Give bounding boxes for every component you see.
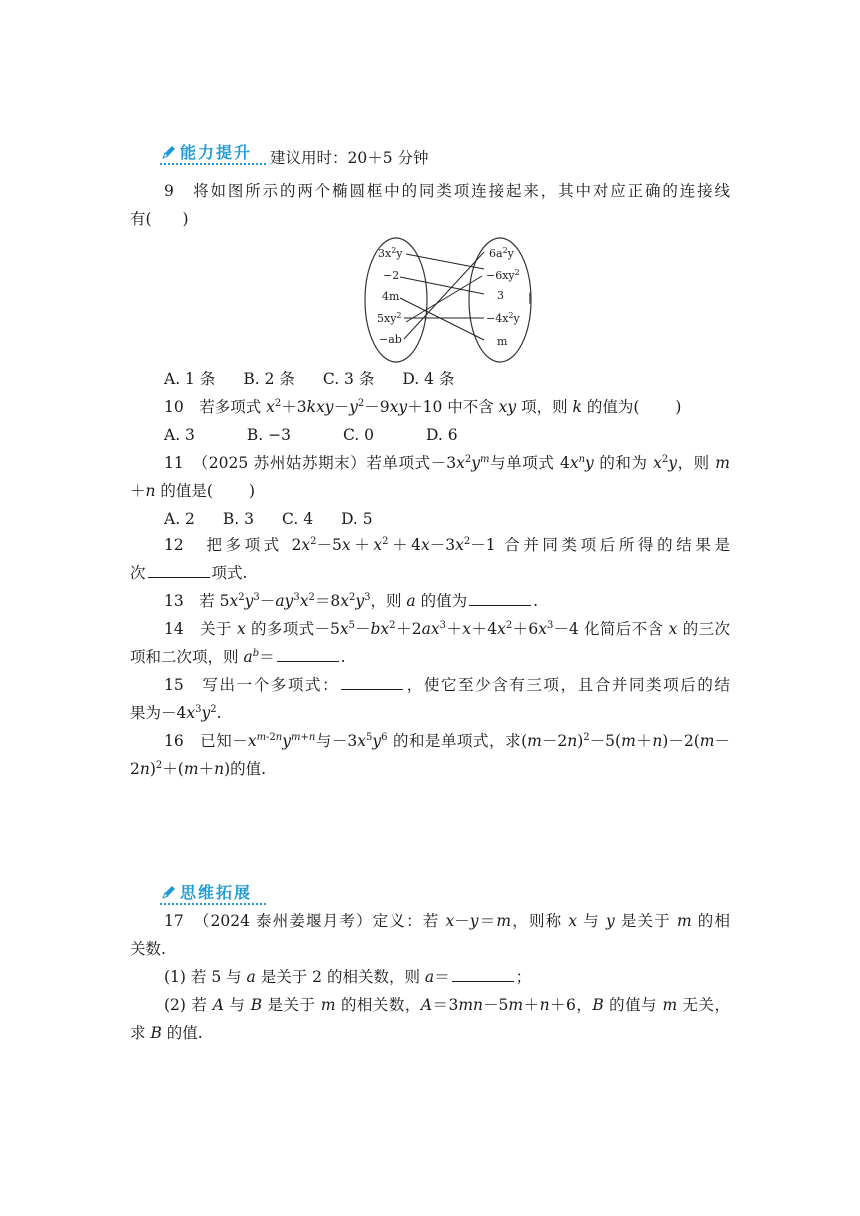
question-15-line2: 果为$-4x^3y^2$. xyxy=(130,704,222,722)
question-10: 10 若多项式 $x^2+3kxy-y^2-9xy+10$ 中不含 xy 项，则 k 的值为( ) xyxy=(164,398,682,416)
question-17-sub2-line2: 求 B 的值. xyxy=(130,1024,203,1042)
left-term: 4m xyxy=(382,290,400,303)
right-term: m xyxy=(497,335,508,348)
right-term: $-6xy^2$ xyxy=(486,268,520,282)
question-17-sub2-line1: (2) 若 A 与 B 是关于 m 的相关数，A＝3mn－5m＋n＋6，B 的值与 m 无关， xyxy=(164,996,730,1014)
question-number: 9 xyxy=(164,182,174,200)
left-term: −ab xyxy=(379,333,402,346)
question-9-line2: 有( ) xyxy=(130,210,189,228)
question-15-line1: 15 写出一个多项式： ，使它至少含有三项，且合并同类项后的结 xyxy=(164,676,730,694)
connector-line xyxy=(406,276,482,322)
left-term: $3x^2y$ xyxy=(378,246,403,260)
question-17-sub1: (1) 若 5 与 a 是关于 2 的相关数，则 a＝ ； xyxy=(164,968,532,986)
connector-line xyxy=(400,277,484,294)
question-9-options: A. 1 条 B. 2 条 C. 3 条 D. 4 条 xyxy=(164,370,455,388)
question-11-line1: 11 （2025 苏州姑苏期末）若单项式$-3x^2y^m$与单项式 $4x^ny$ 的和为 $x^2y$，则 m xyxy=(164,454,730,472)
section-title: 思维拓展 xyxy=(180,883,253,902)
time-suggestion: 建议用时：20＋5 分钟 xyxy=(270,149,429,167)
answer-blank[interactable] xyxy=(469,590,531,606)
question-9-line1: 9 将如图所示的两个椭圆框中的同类项连接起来，其中对应正确的连接线 xyxy=(164,182,730,200)
answer-blank[interactable] xyxy=(341,674,403,690)
question-16-line2: 2n)$^2$＋(m＋n)的值. xyxy=(130,760,267,778)
pencil-icon xyxy=(160,883,178,901)
connector-line xyxy=(406,254,484,269)
answer-blank[interactable] xyxy=(452,966,514,982)
left-term: $5xy^2$ xyxy=(377,311,402,325)
question-14-line1: 14 关于 x 的多项式$-5x^5-bx^2+2ax^3+x+4x^2+6x^3-4$ 化简后不含 x 的三次 xyxy=(164,620,730,638)
question-12-line2: 次 项式. xyxy=(130,564,248,582)
question-13: 13 若 $5x^2y^3-ay^3x^2=8x^2y^3$，则 a 的值为 . xyxy=(164,592,539,610)
heading-underline xyxy=(160,903,266,905)
answer-blank[interactable] xyxy=(148,562,210,578)
question-17-line1: 17 （2024 泰州姜堰月考）定义：若 x－y＝m，则称 x 与 y 是关于 m 的相 xyxy=(164,912,730,930)
matching-diagram xyxy=(362,236,534,364)
heading-underline xyxy=(160,163,266,165)
section-title: 能力提升 xyxy=(180,143,253,162)
left-term: −2 xyxy=(383,269,400,282)
connector-line xyxy=(400,298,484,340)
edge-mark: | xyxy=(528,291,532,304)
right-term: $6a^2y$ xyxy=(489,246,514,260)
question-11-line2: ＋n 的值是( ) xyxy=(130,482,256,500)
pencil-icon xyxy=(160,143,178,161)
section-heading-thinking xyxy=(160,880,266,904)
question-12-line1: 12 把多项式 $2x^2-5x+x^2+4x-3x^2-1$ 合并同类项后所得的结果是 xyxy=(164,536,730,554)
question-14-line2: 项和二次项，则 $a^b=$ . xyxy=(130,648,346,666)
question-10-options: A. 3 B. −3 C. 0 D. 6 xyxy=(164,426,458,444)
answer-blank[interactable] xyxy=(277,646,339,662)
right-term: 3 xyxy=(497,289,504,302)
right-term: $-4x^2y$ xyxy=(486,311,520,325)
section-heading-ability xyxy=(160,140,266,164)
question-17-line2: 关数. xyxy=(130,940,166,958)
question-11-options: A. 2 B. 3 C. 4 D. 5 xyxy=(164,510,373,528)
question-16-line1: 16 已知$-x^{m-2n}y^{m+n}$与$-3x^5y^6$ 的和是单项式，求$(m-2n)^2-5(m+n)-2(m-$ xyxy=(164,732,730,750)
